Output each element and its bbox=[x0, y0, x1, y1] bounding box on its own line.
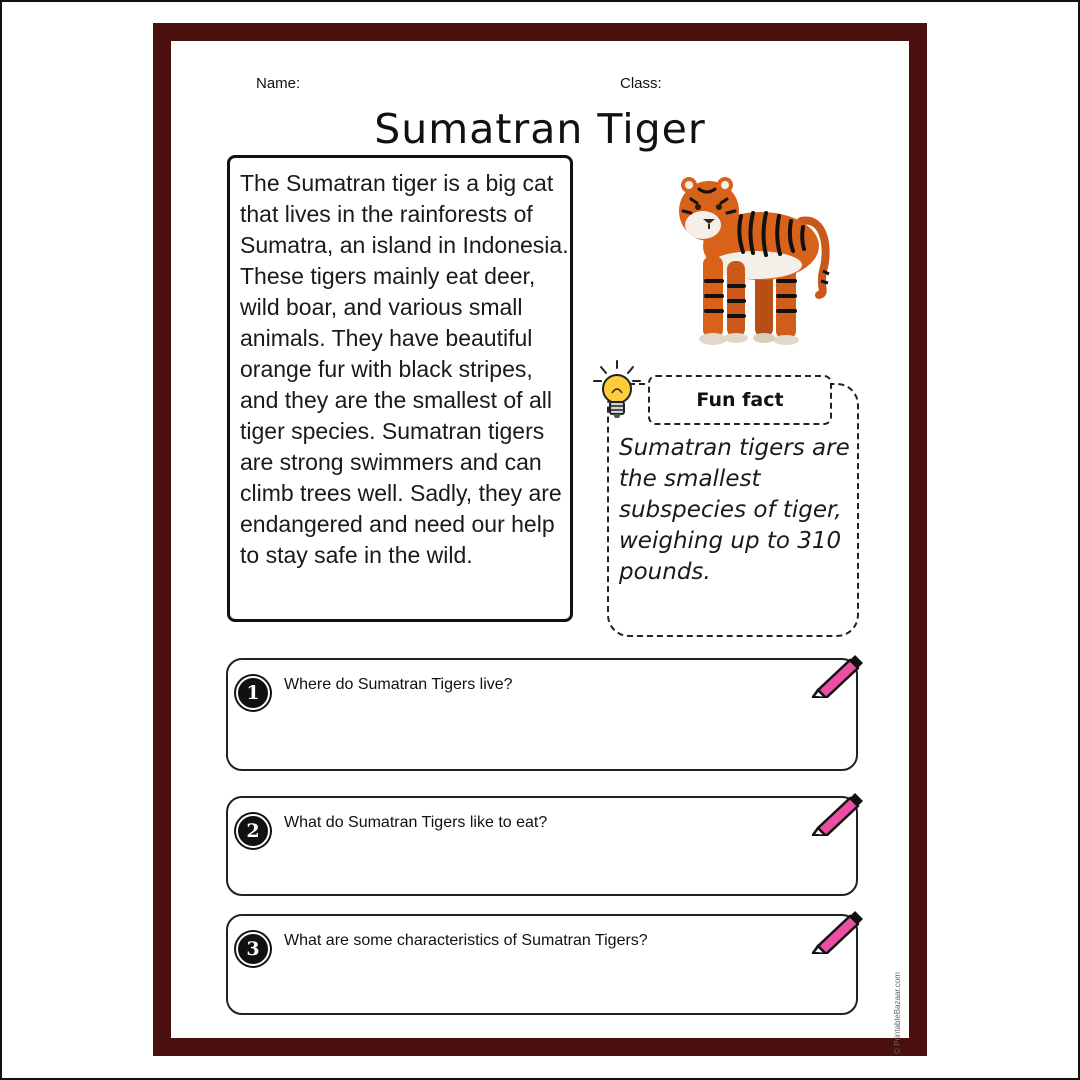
question-number-badge: 2 bbox=[236, 814, 270, 848]
question-2-answer-box[interactable] bbox=[226, 796, 858, 896]
question-2-text: What do Sumatran Tigers like to eat? bbox=[284, 814, 548, 831]
fun-fact-text: Sumatran tigers are the smallest subspecies of tiger, weighing up to 310 pounds. bbox=[619, 435, 850, 585]
question-1-text: Where do Sumatran Tigers live? bbox=[284, 676, 513, 693]
lightbulb-icon bbox=[591, 359, 643, 423]
pencil-icon bbox=[810, 906, 864, 954]
tiger-illustration bbox=[651, 161, 851, 361]
fun-fact-heading: Fun fact bbox=[648, 375, 832, 425]
copyright-notice: © PrintableBazaar.com bbox=[893, 972, 902, 1054]
worksheet-page bbox=[171, 41, 909, 1054]
question-3-answer-box[interactable] bbox=[226, 914, 858, 1015]
question-3-text: What are some characteristics of Sumatran Tigers? bbox=[284, 932, 648, 949]
reading-passage-text: The Sumatran tiger is a big cat that lives in the rainforests of Sumatra, an island in Indonesia. These tigers mainly eat deer, wild boar, and various small animals. They have beautiful orange fur with black stripes, and they are the smallest of all tiger species. Sumatran tigers are strong swimmers and can climb trees well. Sadly, they are endangered and need our help to stay safe in the wild. bbox=[240, 170, 569, 568]
worksheet-frame bbox=[153, 23, 927, 1056]
pencil-icon bbox=[810, 788, 864, 836]
reading-passage-box bbox=[227, 155, 573, 622]
question-number-badge: 3 bbox=[236, 932, 270, 966]
page-title: Sumatran Tiger bbox=[374, 105, 706, 153]
pencil-icon bbox=[810, 650, 864, 698]
question-number-badge: 1 bbox=[236, 676, 270, 710]
class-label: Class: bbox=[620, 75, 662, 92]
question-1-answer-box[interactable] bbox=[226, 658, 858, 771]
name-label: Name: bbox=[256, 75, 301, 92]
